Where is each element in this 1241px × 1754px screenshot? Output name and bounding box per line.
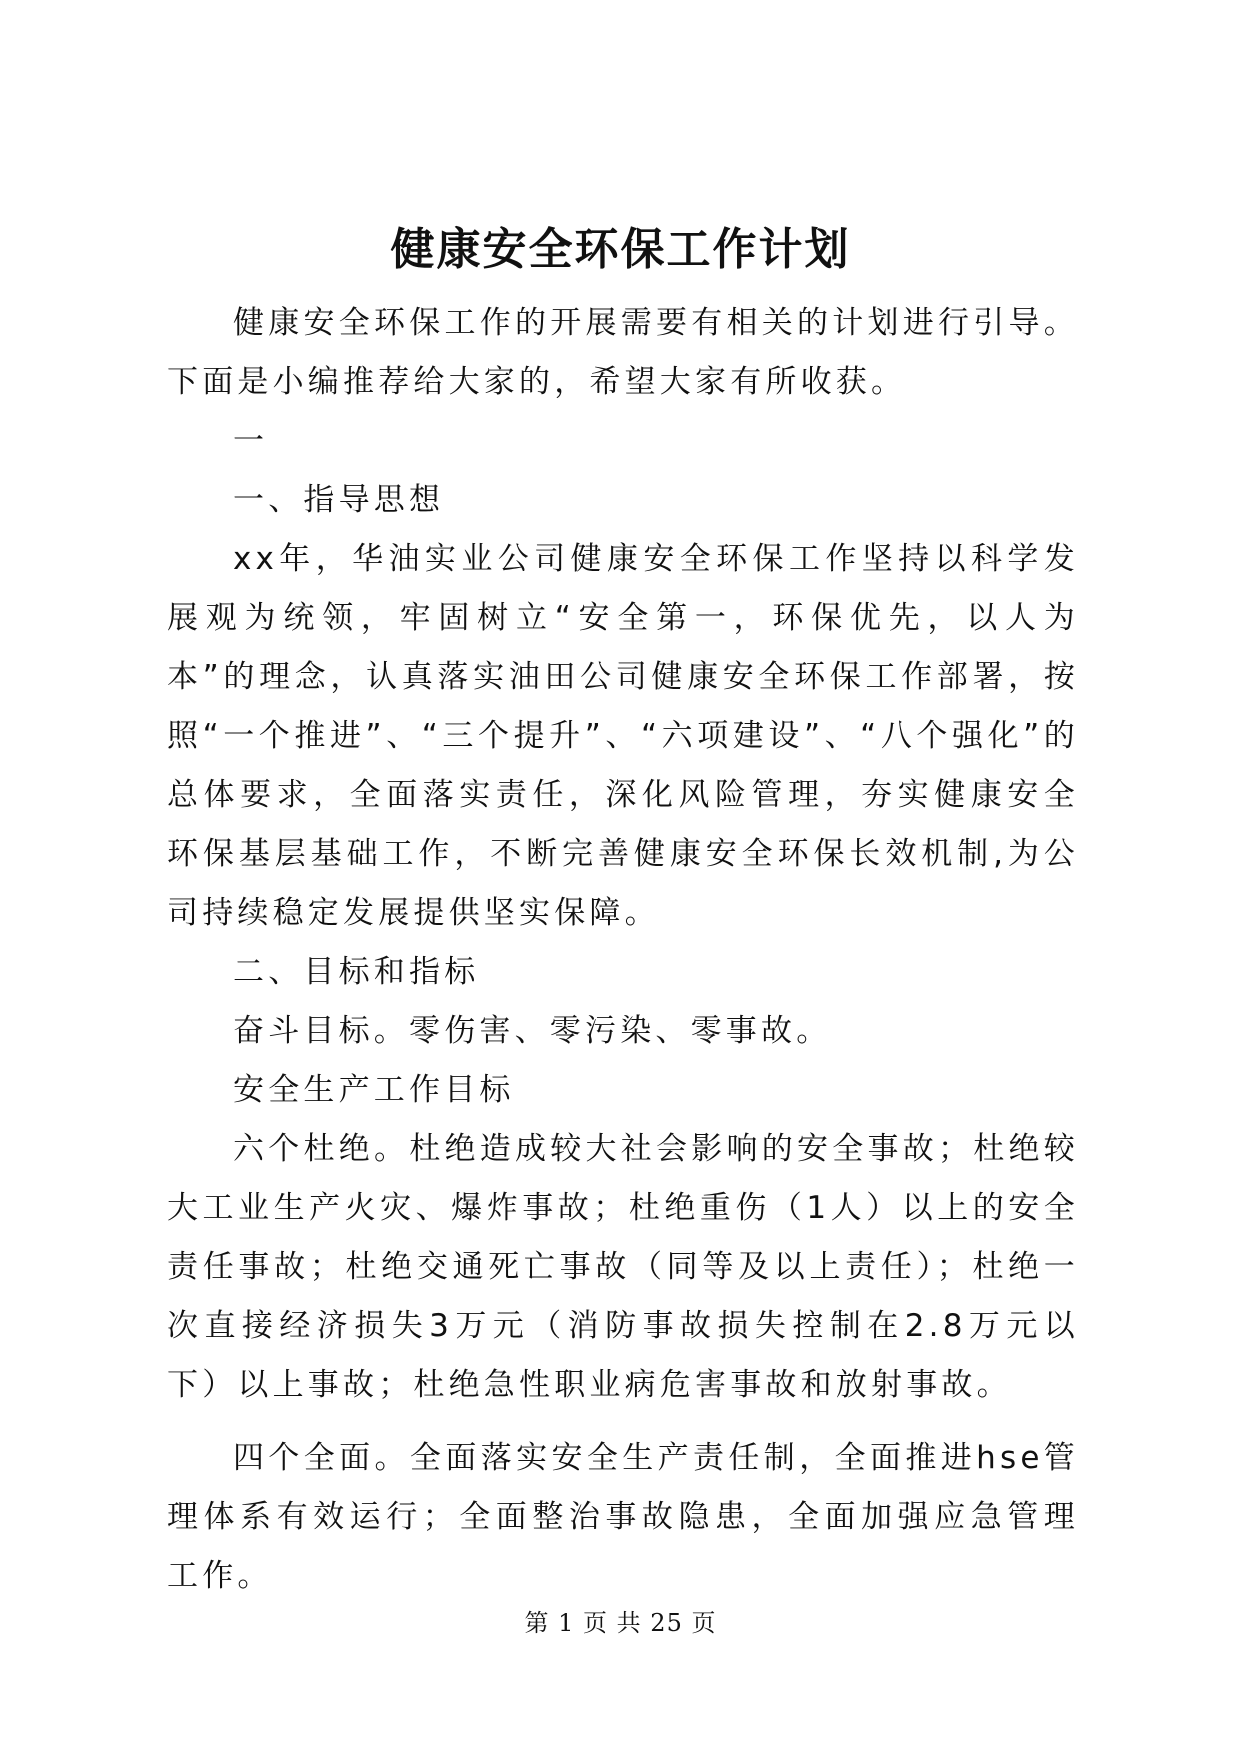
heading-goals-and-indicators: 二、目标和指标	[233, 954, 480, 990]
four-comprehensive-paragraph: 四个全面。全面落实安全生产责任制，全面推进hse管理体系有效运行；全面整治事故隐患，全面加强应急管理工作。	[167, 1440, 1079, 1594]
guiding-ideology-paragraph: xx年，华油实业公司健康安全环保工作坚持以科学发展观为统领，牢固树立“安全第一，环保优先，以人为本”的理念，认真落实油田公司健康安全环保工作部署，按照“一个推进”、“三个提升”、“六项建设”、“八个强化”的总体要求，全面落实责任，深化风险管理，夯实健康安全环保基层基础工作，不断完善健康安全环保长效机制,为公司持续稳定发展提供坚实保障。	[167, 541, 1079, 931]
document-title: 健康安全环保工作计划	[390, 224, 851, 275]
section-marker: 一	[233, 423, 269, 459]
six-eliminations-paragraph: 六个杜绝。杜绝造成较大社会影响的安全事故；杜绝较大工业生产火灾、爆炸事故；杜绝重伤（1人）以上的安全责任事故；杜绝交通死亡事故（同等及以上责任）；杜绝一次直接经济损失3万元（消防事故损失控制在2.8万元以下）以上事故；杜绝急性职业病危害事故和放射事故。	[167, 1131, 1079, 1403]
intro-paragraph: 健康安全环保工作的开展需要有相关的计划进行引导。下面是小编推荐给大家的，希望大家有所收获。	[167, 305, 1079, 400]
goal-paragraph: 奋斗目标。零伤害、零污染、零事故。	[233, 1013, 832, 1049]
safety-goal-heading: 安全生产工作目标	[233, 1072, 515, 1108]
document-body	[167, 294, 1079, 1606]
page-number: 第 1 页 共 25 页	[524, 1609, 717, 1637]
heading-guiding-ideology: 一、指导思想	[233, 482, 445, 518]
